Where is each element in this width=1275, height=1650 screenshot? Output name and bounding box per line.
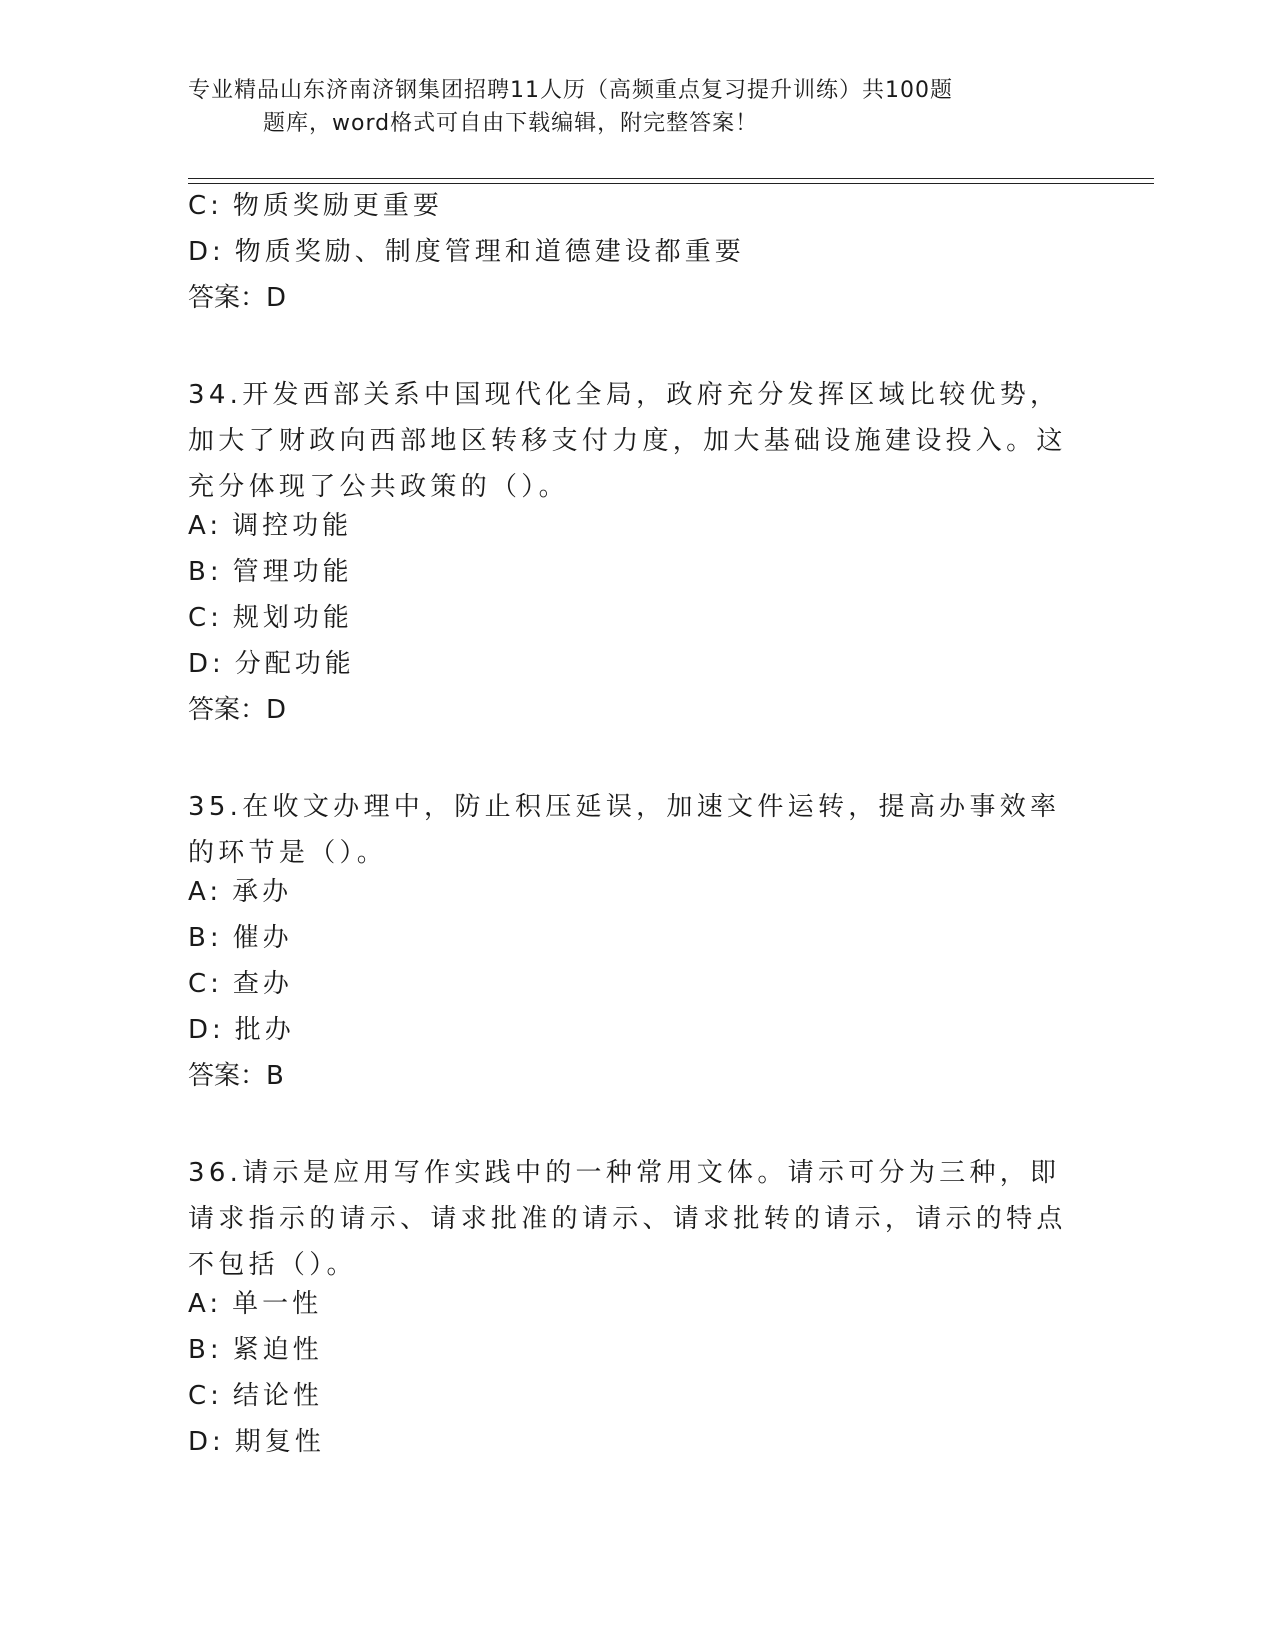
answer-line: 答案：D (188, 283, 287, 313)
option-text: 期复性 (234, 1427, 325, 1457)
document-header (188, 74, 1068, 140)
option-b (188, 922, 1088, 968)
question-35 (188, 784, 1088, 1106)
option-letter: C: (188, 603, 223, 633)
answer-line: 答案：B (188, 1061, 284, 1091)
option-letter: D: (188, 1015, 225, 1045)
option-d (188, 236, 1088, 282)
option-c (188, 190, 1088, 236)
spacer (188, 740, 1088, 784)
option-letter: D: (188, 1427, 225, 1457)
option-text: 物质奖励、制度管理和道德建设都重要 (234, 237, 745, 267)
option-a (188, 876, 1088, 922)
spacer (188, 1106, 1088, 1150)
option-text: 催办 (232, 923, 293, 953)
option-text: 规划功能 (232, 603, 353, 633)
option-letter: C: (188, 969, 223, 999)
option-b (188, 1334, 1088, 1380)
header-divider-top (188, 178, 1154, 179)
option-text: 结论性 (232, 1381, 323, 1411)
header-title-line1: 专业精品山东济南济钢集团招聘11人历（高频重点复习提升训练）共100题 (188, 78, 953, 103)
option-text: 承办 (232, 877, 293, 907)
option-c (188, 968, 1088, 1014)
question-36 (188, 1150, 1088, 1472)
option-letter: A: (188, 877, 223, 907)
option-c (188, 602, 1088, 648)
option-d (188, 1426, 1088, 1472)
option-text: 批办 (234, 1015, 295, 1045)
question-34 (188, 372, 1088, 740)
option-text: 调控功能 (232, 511, 353, 541)
option-text: 管理功能 (232, 557, 353, 587)
header-title-line2: 题库，word格式可自由下载编辑，附完整答案！ (263, 111, 759, 136)
question-list (188, 190, 1088, 1472)
option-text: 紧迫性 (232, 1335, 323, 1365)
option-letter: A: (188, 511, 223, 541)
option-c (188, 1380, 1088, 1426)
spacer (188, 328, 1088, 372)
option-text: 单一性 (232, 1289, 323, 1319)
option-letter: B: (188, 1335, 223, 1365)
option-letter: A: (188, 1289, 223, 1319)
question-stem: 35.在收文办理中，防止积压延误，加速文件运转，提高办事效率的环节是（）。 (188, 792, 1061, 868)
header-divider-bottom (188, 183, 1154, 184)
option-d (188, 1014, 1088, 1060)
option-text: 物质奖励更重要 (232, 191, 443, 221)
answer-line: 答案：D (188, 695, 287, 725)
option-text: 查办 (232, 969, 293, 999)
option-b (188, 556, 1088, 602)
option-text: 分配功能 (234, 649, 355, 679)
option-letter: B: (188, 557, 223, 587)
option-letter: C: (188, 1381, 223, 1411)
option-a (188, 510, 1088, 556)
option-letter: C: (188, 191, 223, 221)
option-letter: D: (188, 237, 225, 267)
question-stem: 34.开发西部关系中国现代化全局，政府充分发挥区域比较优势，加大了财政向西部地区转移支付力度，加大基础设施建设投入。这充分体现了公共政策的（）。 (188, 380, 1067, 502)
question-stem: 36.请示是应用写作实践中的一种常用文体。请示可分为三种，即请求指示的请示、请求批准的请示、请求批转的请示，请示的特点不包括（）。 (188, 1158, 1067, 1280)
option-a (188, 1288, 1088, 1334)
question-33-tail (188, 190, 1088, 328)
option-letter: B: (188, 923, 223, 953)
option-letter: D: (188, 649, 225, 679)
option-d (188, 648, 1088, 694)
